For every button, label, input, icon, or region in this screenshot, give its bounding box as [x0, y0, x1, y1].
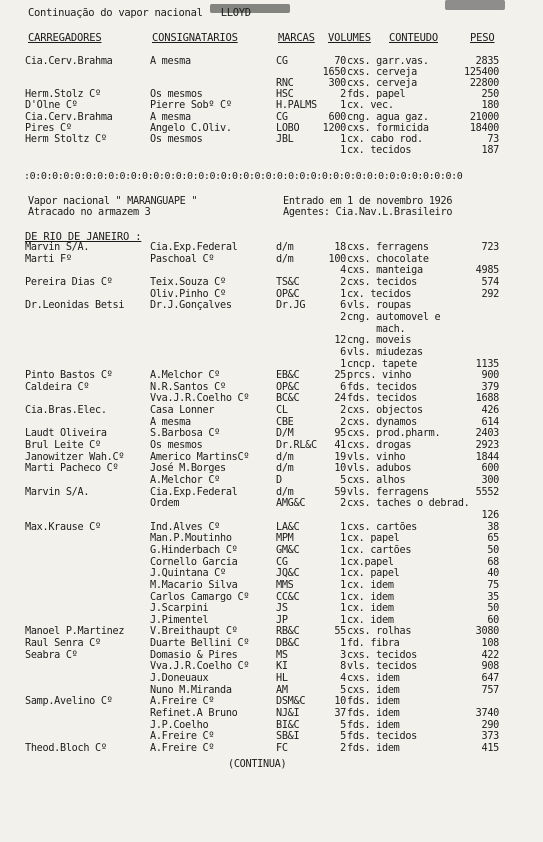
volumes-count-cell: 1 — [340, 579, 346, 591]
volumes-count-cell: 95 — [334, 428, 346, 440]
contents-cell: cng. agua gaz. — [347, 111, 429, 123]
consignee-cell: J.Quintana Cº — [150, 568, 226, 580]
weight-cell: 290 — [481, 719, 499, 731]
contents-cell: fds. papel — [347, 89, 406, 101]
header-conteudo: CONTEUDO — [389, 32, 438, 44]
contents-cell: cx. cartões — [347, 544, 412, 556]
shipper-cell: Brul Leite Cº — [25, 440, 101, 452]
volumes-count-cell: 1 — [340, 603, 346, 615]
marks-cell: MS — [276, 649, 288, 661]
marks-cell: NJ&I — [276, 708, 300, 719]
consignee-cell: J.Doneuaux — [150, 673, 209, 685]
consignee-cell: Domasio & Pires — [150, 649, 238, 661]
contents-cell: fds. idem — [347, 742, 400, 754]
weight-cell: 757 — [481, 684, 499, 696]
weight-cell: 180 — [481, 100, 499, 112]
consignee-cell: José M.Borges — [150, 463, 226, 475]
consignee-cell: Casa Lonner — [150, 405, 215, 417]
contents-cell: fds. tecidos — [347, 731, 418, 743]
volumes-count-cell: 3 — [340, 649, 346, 661]
weight-cell: 75 — [487, 579, 499, 591]
contents-cell: cxs. taches o debrad. — [347, 498, 470, 510]
marks-cell: Dr.JG — [276, 300, 306, 312]
consignee-cell: Oliv.Pinho Cº — [150, 288, 226, 300]
shipper-cell: Dr.Leonidas Betsi — [25, 300, 125, 312]
weight-cell: 647 — [481, 673, 499, 685]
section-origin: DE RIO DE JANEIRO : — [25, 231, 142, 243]
contents-cell: cx. idem — [347, 614, 394, 626]
footer-continua: (CONTINUA) — [228, 759, 287, 770]
header-carregadores: CARREGADORES — [28, 32, 102, 44]
consignee-cell: Ind.Alves Cº — [150, 521, 221, 533]
marks-cell: RNC — [276, 78, 294, 90]
marks-cell: CG — [276, 56, 288, 67]
consignee-cell: Man.P.Moutinho — [150, 533, 232, 545]
consignee-cell: Paschoal Cº — [150, 253, 215, 265]
weight-cell: 18400 — [469, 122, 499, 134]
volumes-count-cell: 4 — [340, 673, 346, 685]
shipper-cell: Janowitzer Wah.Cº — [25, 451, 125, 463]
contents-cell: cxs. objectos — [347, 405, 423, 417]
weight-cell: 300 — [481, 475, 499, 486]
marks-cell: DB&C — [276, 638, 300, 650]
consignee-cell: G.Hinderbach Cº — [150, 544, 238, 556]
volumes-count-cell: 55 — [334, 626, 346, 638]
volumes-count-cell: 2 — [340, 742, 346, 754]
header-peso: PESO — [470, 32, 495, 44]
volumes-count-cell: 25 — [334, 370, 346, 382]
weight-cell: 2835 — [475, 56, 499, 67]
weight-cell: 415 — [481, 742, 499, 754]
weight-cell: 65 — [487, 533, 499, 545]
contents-cell: cxs. idem — [347, 684, 400, 696]
contents-cell: cxs. tecidos — [347, 276, 418, 288]
contents-cell: cx. idem — [347, 603, 394, 615]
marks-cell: DSM&C — [276, 696, 306, 708]
contents-cell: cx. tecidos — [347, 288, 412, 300]
volumes-count-cell: 1650 — [322, 67, 346, 79]
contents-cell: cxs. idem — [347, 673, 400, 685]
vessel-agents: Agentes: Cia.Nav.L.Brasileiro — [283, 207, 453, 218]
volumes-count-cell: 1 — [340, 133, 346, 145]
weight-cell: 5552 — [475, 486, 499, 498]
marks-cell: HSC — [276, 89, 294, 101]
volumes-count-cell: 10 — [334, 463, 346, 475]
consignee-cell: Nuno M.Miranda — [150, 684, 232, 696]
marks-cell: OP&C — [276, 381, 300, 393]
marks-cell: JBL — [276, 133, 294, 145]
volumes-count-cell: 1 — [340, 533, 346, 545]
weight-cell: 2403 — [475, 428, 499, 440]
marks-cell: AMG&C — [276, 498, 306, 510]
volumes-count-cell: 41 — [334, 440, 346, 452]
marks-cell: Dr.RL&C — [276, 440, 317, 452]
weight-cell: 426 — [481, 405, 499, 417]
shipper-cell: Marti Fº — [25, 253, 72, 265]
weight-cell: 35 — [487, 591, 499, 603]
marks-cell: SB&I — [276, 731, 300, 743]
weight-cell: 125400 — [463, 67, 499, 79]
consignee-cell: Americo MartinsCº — [150, 451, 250, 463]
contents-cell: vls. tecidos — [347, 661, 418, 673]
contents-cell: cxs. prod.pharm. — [347, 428, 441, 440]
marks-cell: GM&C — [276, 544, 300, 556]
weight-cell: 250 — [481, 89, 499, 101]
consignee-cell: A mesma — [150, 416, 191, 428]
volumes-count-cell: 6 — [340, 300, 346, 312]
shipper-cell: Herm Stoltz Cº — [25, 133, 107, 145]
volumes-count-cell: 6 — [340, 346, 346, 358]
ink-smudge-right — [445, 0, 505, 10]
weight-cell: 4985 — [475, 265, 499, 277]
shipper-cell: Theod.Bloch Cº — [25, 742, 107, 754]
marks-cell: JS — [276, 603, 288, 615]
consignee-cell: Angelo C.Oliv. — [150, 122, 232, 134]
volumes-count-cell: 1 — [340, 638, 346, 650]
contents-cell: cng. moveis — [347, 335, 412, 347]
marks-cell: TS&C — [276, 276, 300, 288]
contents-cell: cxs. formicida — [347, 122, 429, 134]
weight-cell: 373 — [481, 731, 499, 743]
weight-cell: 422 — [481, 649, 499, 661]
consignee-cell: A.Freire Cº — [150, 731, 215, 743]
contents-cell: cxs. chocolate — [347, 253, 429, 265]
marks-cell: CL — [276, 405, 288, 417]
marks-cell: JQ&C — [276, 568, 300, 580]
weight-cell: 292 — [481, 288, 499, 300]
shipper-cell: Caldeira Cº — [25, 381, 90, 393]
contents-cell: vls. roupas — [347, 300, 412, 312]
contents-cell: cxs. tecidos — [347, 649, 418, 661]
header-volumes: VOLUMES — [328, 32, 371, 44]
consignee-cell: A mesma — [150, 56, 191, 67]
weight-cell: 60 — [487, 614, 499, 626]
shipper-cell: Manoel P.Martinez — [25, 626, 125, 638]
volumes-count-cell: 100 — [328, 253, 346, 265]
weight-cell: 2923 — [475, 440, 499, 452]
contents-cell: cxs. alhos — [347, 475, 406, 486]
contents-cell: cxs. dynamos — [347, 416, 418, 428]
marks-cell: d/m — [276, 451, 294, 463]
volumes-count-cell: 59 — [334, 486, 346, 498]
contents-cell: vls. adubos — [347, 463, 412, 475]
weight-cell: 600 — [481, 463, 499, 475]
weight-cell: 50 — [487, 603, 499, 615]
volumes-count-cell: 5 — [340, 684, 346, 696]
shipper-cell: Pereira Dias Cº — [25, 276, 113, 288]
consignee-cell: J.P.Coelho — [150, 719, 209, 731]
volumes-count-cell: 1 — [340, 521, 346, 533]
shipper-cell: Herm.Stolz Cº — [25, 89, 101, 101]
shipper-cell: Pinto Bastos Cº — [25, 370, 113, 382]
shipper-cell: Max.Krause Cº — [25, 521, 101, 533]
weight-cell: 574 — [481, 276, 499, 288]
contents-cell: vls. ferragens — [347, 486, 429, 498]
contents-cell: cx. cabo rod. — [347, 133, 423, 145]
volumes-count-cell: 1 — [340, 358, 346, 370]
marks-cell: CG — [276, 111, 288, 123]
contents-cell: cxs. manteiga — [347, 265, 423, 277]
contents-cell: vls. miudezas — [347, 346, 423, 358]
marks-cell: AM — [276, 684, 288, 696]
marks-cell: FC — [276, 742, 288, 754]
weight-cell: 40 — [487, 568, 499, 580]
consignee-cell: J.Scarpini — [150, 603, 209, 615]
consignee-cell: A.Freire Cº — [150, 696, 215, 708]
weight-cell: 908 — [481, 661, 499, 673]
contents-cell: cng. automovel e — [347, 311, 441, 323]
consignee-cell: Os mesmos — [150, 440, 203, 452]
contents-cell: fds. idem — [347, 708, 400, 719]
weight-cell: 1135 — [475, 358, 499, 370]
marks-cell: LOBO — [276, 122, 300, 134]
consignee-cell: Pierre Sobº Cº — [150, 100, 232, 112]
volumes-count-cell: 18 — [334, 242, 346, 253]
weight-cell: 38 — [487, 521, 499, 533]
marks-cell: HL — [276, 673, 288, 685]
volumes-count-cell: 600 — [328, 111, 346, 123]
consignee-cell: M.Macario Silva — [150, 579, 238, 591]
vessel-arrival: Entrado em 1 de novembro 1926 — [283, 196, 453, 207]
weight-cell: 73 — [487, 133, 499, 145]
shipper-cell: Pires Cº — [25, 122, 72, 134]
weight-cell: 1688 — [475, 393, 499, 405]
shipper-cell: Raul Senra Cº — [25, 638, 101, 650]
consignee-cell: J.Pimentel — [150, 614, 209, 626]
consignee-cell: A.Melchor Cº — [150, 475, 221, 486]
contents-cell: cncp. tapete — [347, 358, 418, 370]
consignee-cell: A mesma — [150, 111, 191, 123]
page-title: Continuação do vapor nacional LLOYD — [28, 7, 251, 19]
consignee-cell: Refinet.A Bruno — [150, 708, 238, 719]
weight-cell: 187 — [481, 144, 499, 156]
contents-cell: cxs. cerveja — [347, 78, 418, 90]
shipper-cell: Marvin S/A. — [25, 242, 90, 253]
contents-cell: cxs. rolhas — [347, 626, 412, 638]
volumes-count-cell: 1 — [340, 288, 346, 300]
marks-cell: d/m — [276, 463, 294, 475]
weight-cell: 614 — [481, 416, 499, 428]
volumes-count-cell: 2 — [340, 405, 346, 417]
weight-cell: 379 — [481, 381, 499, 393]
shipper-cell: Marvin S/A. — [25, 486, 90, 498]
consignee-cell: Cia.Exp.Federal — [150, 242, 238, 253]
volumes-count-cell: 70 — [334, 56, 346, 67]
weight-cell: 723 — [481, 242, 499, 253]
volumes-count-cell: 1 — [340, 556, 346, 568]
volumes-count-cell: 1 — [340, 568, 346, 580]
marks-cell: CC&C — [276, 591, 300, 603]
contents-cell: cx.papel — [347, 556, 394, 568]
contents-cell: cxs. cartões — [347, 521, 418, 533]
weight-cell: 1844 — [475, 451, 499, 463]
contents-cell: cxs. ferragens — [347, 242, 429, 253]
volumes-count-cell: 19 — [334, 451, 346, 463]
marks-cell: LA&C — [276, 521, 300, 533]
contents-cell: cx. idem — [347, 579, 394, 591]
volumes-count-cell: 12 — [334, 335, 346, 347]
shipper-cell: Marti Pacheco Cº — [25, 463, 119, 475]
contents-cell: prcs. vinho — [347, 370, 412, 382]
weight-cell: 22800 — [469, 78, 499, 90]
volumes-count-cell: 2 — [340, 311, 346, 323]
marks-cell: BI&C — [276, 719, 300, 731]
consignee-cell: Teix.Souza Cº — [150, 276, 226, 288]
contents-cell: cx. papel — [347, 568, 400, 580]
weight-cell: 900 — [481, 370, 499, 382]
volumes-count-cell: 5 — [340, 475, 346, 486]
volumes-count-cell: 10 — [334, 696, 346, 708]
volumes-count-cell: 24 — [334, 393, 346, 405]
shipper-cell: Laudt Oliveira — [25, 428, 107, 440]
marks-cell: CBE — [276, 416, 294, 428]
volumes-count-cell: 1200 — [322, 122, 346, 134]
weight-cell: 50 — [487, 544, 499, 556]
weight-cell: 68 — [487, 556, 499, 568]
volumes-count-cell: 300 — [328, 78, 346, 90]
marks-cell: H.PALMS — [276, 100, 317, 112]
contents-cell: cx. tecidos — [347, 144, 412, 156]
volumes-count-cell: 1 — [340, 144, 346, 156]
contents-cell: vls. vinho — [347, 451, 406, 463]
contents-cell: fds. idem — [347, 719, 400, 731]
shipper-cell: Samp.Avelino Cº — [25, 696, 113, 708]
volumes-count-cell: 1 — [340, 100, 346, 112]
volumes-count-cell: 2 — [340, 416, 346, 428]
marks-cell: d/m — [276, 486, 294, 498]
vessel-berth: Atracado no armazem 3 — [28, 207, 151, 218]
marks-cell: KI — [276, 661, 288, 673]
volumes-count-cell: 1 — [340, 544, 346, 556]
marks-cell: d/m — [276, 242, 294, 253]
section-divider: :0:0:0:0:0:0:0:0:0:0:0:0:0:0:0:0:0:0:0:0:0:0:0:0:0:0:0:0:0:0:0:0:0:0:0:0:0:0:0 — [24, 171, 463, 182]
shipper-cell: Cia.Bras.Elec. — [25, 405, 107, 417]
marks-cell: MMS — [276, 579, 294, 591]
volumes-count-cell: 5 — [340, 719, 346, 731]
volumes-count-cell: 8 — [340, 661, 346, 673]
shipper-cell: D'Olne Cº — [25, 100, 78, 112]
consignee-cell: S.Barbosa Cº — [150, 428, 221, 440]
consignee-cell: Ordem — [150, 498, 180, 510]
consignee-cell: A.Freire Cº — [150, 742, 215, 754]
header-consignatarios: CONSIGNATARIOS — [152, 32, 238, 44]
volumes-count-cell: 2 — [340, 498, 346, 510]
consignee-cell: Cia.Exp.Federal — [150, 486, 238, 498]
volumes-count-cell: 1 — [340, 591, 346, 603]
consignee-cell: A.Melchor Cº — [150, 370, 221, 382]
contents-cell: fd. fibra — [347, 638, 400, 650]
contents-cell: fds. idem — [347, 696, 400, 708]
marks-cell: BC&C — [276, 393, 300, 405]
weight-cell: 126 — [481, 509, 499, 521]
volumes-count-cell: 5 — [340, 731, 346, 743]
marks-cell: D — [276, 475, 282, 486]
volumes-count-cell: 2 — [340, 276, 346, 288]
marks-cell: CG — [276, 556, 288, 568]
consignee-cell: Vva.J.R.Coelho Cº — [150, 661, 250, 673]
consignee-cell: Dr.J.Gonçalves — [150, 300, 232, 312]
volumes-count-cell: 37 — [334, 708, 346, 719]
contents-cell: cxs. cerveja — [347, 67, 418, 79]
shipper-cell: Cia.Cerv.Brahma — [25, 111, 113, 123]
contents-cell: fds. tecidos — [347, 393, 418, 405]
weight-cell: 21000 — [469, 111, 499, 123]
weight-cell: 3080 — [475, 626, 499, 638]
marks-cell: MPM — [276, 533, 294, 545]
volumes-count-cell: 4 — [340, 265, 346, 277]
weight-cell: 3740 — [475, 708, 499, 719]
consignee-cell: V.Breithaupt Cº — [150, 626, 238, 638]
vessel-name: Vapor nacional " MARANGUAPE " — [28, 196, 198, 207]
consignee-cell: Os mesmos — [150, 133, 203, 145]
shipper-cell: Seabra Cº — [25, 649, 78, 661]
contents-cell: mach. — [347, 323, 406, 335]
weight-cell: 108 — [481, 638, 499, 650]
header-marcas: MARCAS — [278, 32, 315, 44]
contents-cell: cx. papel — [347, 533, 400, 545]
shipper-cell: Cia.Cerv.Brahma — [25, 56, 113, 67]
contents-cell: cx. idem — [347, 591, 394, 603]
contents-cell: fds. tecidos — [347, 381, 418, 393]
marks-cell: EB&C — [276, 370, 300, 382]
consignee-cell: Cornello Garcia — [150, 556, 238, 568]
marks-cell: OP&C — [276, 288, 300, 300]
volumes-count-cell: 6 — [340, 381, 346, 393]
marks-cell: JP — [276, 614, 288, 626]
consignee-cell: Duarte Bellini Cº — [150, 638, 250, 650]
consignee-cell: Os mesmos — [150, 89, 203, 101]
volumes-count-cell: 2 — [340, 89, 346, 101]
consignee-cell: N.R.Santos Cº — [150, 381, 226, 393]
marks-cell: RB&C — [276, 626, 300, 638]
consignee-cell: Carlos Camargo Cº — [150, 591, 250, 603]
marks-cell: D/M — [276, 428, 294, 440]
marks-cell: d/m — [276, 253, 294, 265]
contents-cell: cx. vec. — [347, 100, 394, 112]
volumes-count-cell: 1 — [340, 614, 346, 626]
consignee-cell: Vva.J.R.Coelho Cº — [150, 393, 250, 405]
contents-cell: cxs. garr.vas. — [347, 56, 429, 67]
contents-cell: cxs. drogas — [347, 440, 412, 452]
